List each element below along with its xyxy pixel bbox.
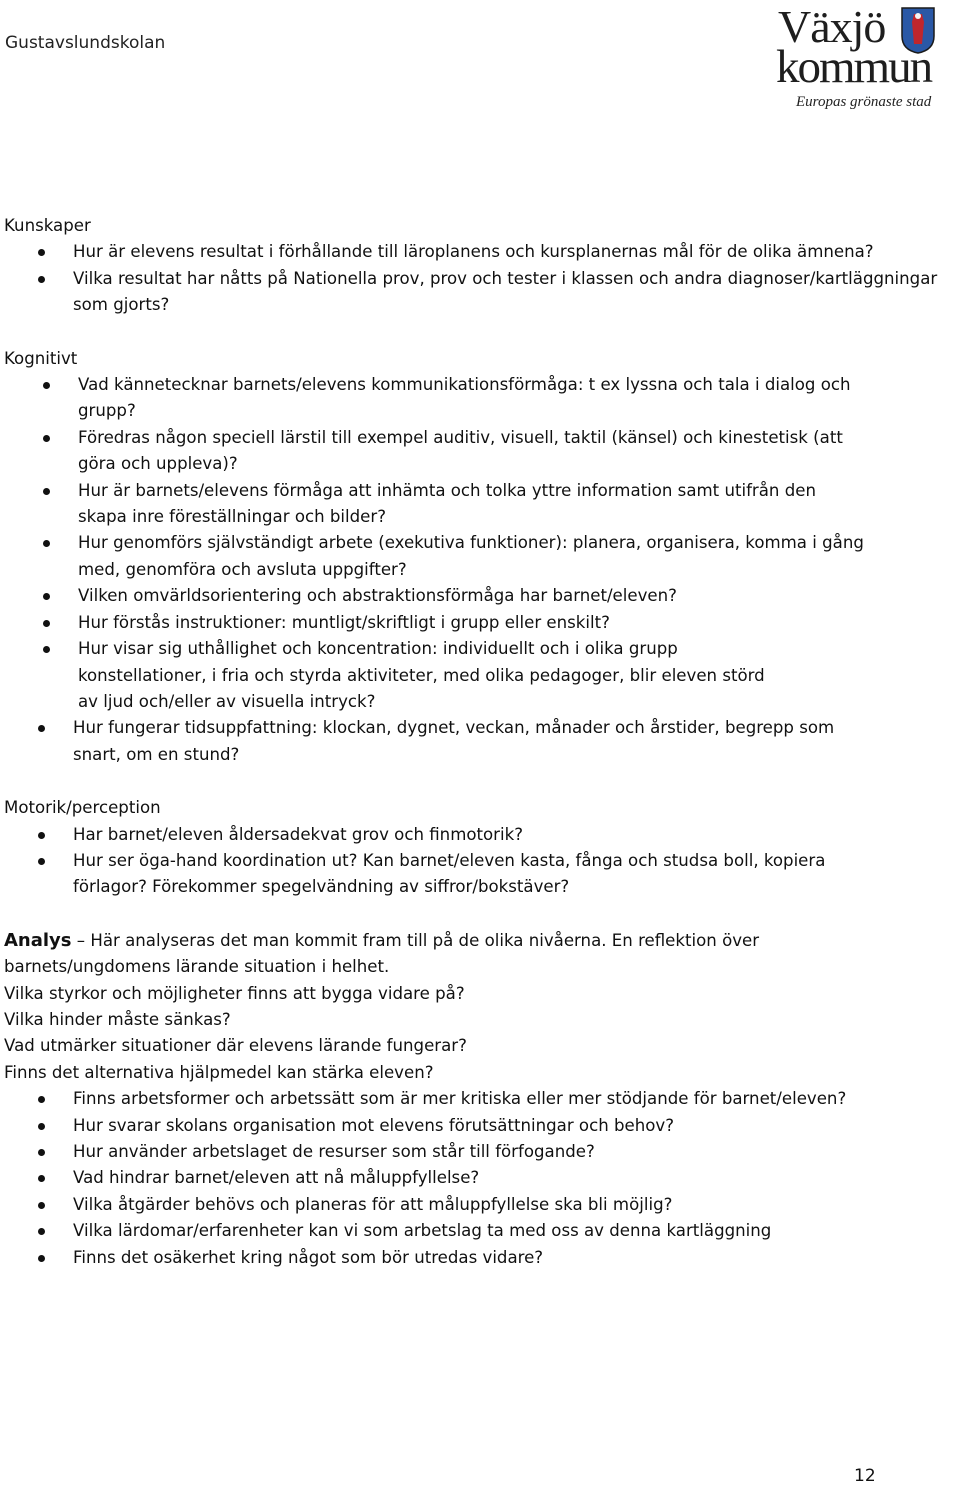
list-item: Hur genomförs självständigt arbete (exekutiva funktioner): planera, organisera, komma i gång med, genomföra och avsluta uppgifter? bbox=[0, 530, 870, 583]
analys-line: Vilka hinder måste sänkas? bbox=[4, 1009, 231, 1029]
list-item: Hur svarar skolans organisation mot elevens förutsättningar och behov? bbox=[0, 1113, 900, 1139]
analys-intro: – Här analyseras det man kommit fram till på de olika nivåerna. En reflektion över barnets/ungdomens lärande situation i helhet. bbox=[4, 930, 760, 977]
analys-line: Vilka styrkor och möjligheter finns att bygga vidare på? bbox=[4, 983, 465, 1003]
list-item: Föredras någon speciell lärstil till exempel auditiv, visuell, taktil (känsel) och kinestetisk (att göra och uppleva)? bbox=[0, 425, 870, 478]
document-body bbox=[0, 213, 960, 1271]
list-item: Har barnet/eleven åldersadekvat grov och finmotorik? bbox=[0, 822, 870, 848]
section-heading-kognitivt: Kognitivt bbox=[4, 348, 78, 368]
list-item: Hur visar sig uthållighet och koncentration: individuellt och i olika grupp konstellationer, i fria och styrda aktiviteter, med olika pedagoger, blir eleven störd av ljud och/eller av visuella intryck? bbox=[0, 636, 778, 715]
list-item: Vad kännetecknar barnets/elevens kommunikationsförmåga: t ex lyssna och tala i dialog och grupp? bbox=[0, 372, 870, 425]
section-heading-motorik: Motorik/perception bbox=[4, 798, 161, 818]
kognitivt-list-extra bbox=[0, 715, 870, 768]
analys-line: Vad utmärker situationer där elevens lärande fungerar? bbox=[4, 1036, 467, 1056]
motorik-list bbox=[0, 822, 870, 901]
list-item: Vad hindrar barnet/eleven att nå måluppfyllelse? bbox=[0, 1165, 900, 1191]
list-item: Finns det osäkerhet kring något som bör utredas vidare? bbox=[0, 1245, 900, 1271]
analys-line: Finns det alternativa hjälpmedel kan stärka eleven? bbox=[4, 1062, 434, 1082]
list-item: Vilken omvärldsorientering och abstraktionsförmåga har barnet/eleven? bbox=[0, 583, 870, 609]
page-number: 12 bbox=[854, 1466, 876, 1486]
kunskaper-list bbox=[0, 239, 960, 318]
logo-line2: kommun bbox=[776, 41, 932, 93]
vaxjo-kommun-logo bbox=[776, 2, 960, 120]
list-item: Hur förstås instruktioner: muntligt/skriftligt i grupp eller enskilt? bbox=[0, 610, 870, 636]
analys-paragraph bbox=[0, 928, 794, 981]
analys-list bbox=[0, 1086, 900, 1271]
list-item: Hur är elevens resultat i förhållande till läroplanens och kursplanernas mål för de olika ämnena? bbox=[0, 239, 960, 265]
list-item: Hur ser öga-hand koordination ut? Kan barnet/eleven kasta, fånga och studsa boll, kopiera förlagor? Förekommer spegelvändning av siffror/bokstäver? bbox=[0, 848, 870, 901]
kognitivt-list bbox=[0, 372, 870, 715]
logo-line1: Växjö bbox=[778, 1, 886, 52]
list-item: Hur fungerar tidsuppfattning: klockan, dygnet, veckan, månader och årstider, begrepp som snart, om en stund? bbox=[0, 715, 870, 768]
list-item: Finns arbetsformer och arbetssätt som är mer kritiska eller mer stödjande för barnet/eleven? bbox=[0, 1086, 900, 1112]
list-item: Hur använder arbetslaget de resurser som står till förfogande? bbox=[0, 1139, 900, 1165]
section-heading-kunskaper: Kunskaper bbox=[4, 216, 91, 235]
list-item: Vilka åtgärder behövs och planeras för att måluppfyllelse ska bli möjlig? bbox=[0, 1192, 900, 1218]
logo-tagline: Europas grönaste stad bbox=[796, 94, 932, 110]
analys-label: Analys bbox=[4, 929, 72, 951]
list-item: Vilka lärdomar/erfarenheter kan vi som arbetslag ta med oss av denna kartläggning bbox=[0, 1218, 900, 1244]
list-item: Vilka resultat har nåtts på Nationella prov, prov och tester i klassen och andra diagnoser/kartläggningar som gjorts? bbox=[0, 266, 960, 319]
school-name: Gustavslundskolan bbox=[5, 33, 166, 53]
list-item: Hur är barnets/elevens förmåga att inhämta och tolka yttre information samt utifrån den skapa inre föreställningar och bilder? bbox=[0, 478, 870, 531]
